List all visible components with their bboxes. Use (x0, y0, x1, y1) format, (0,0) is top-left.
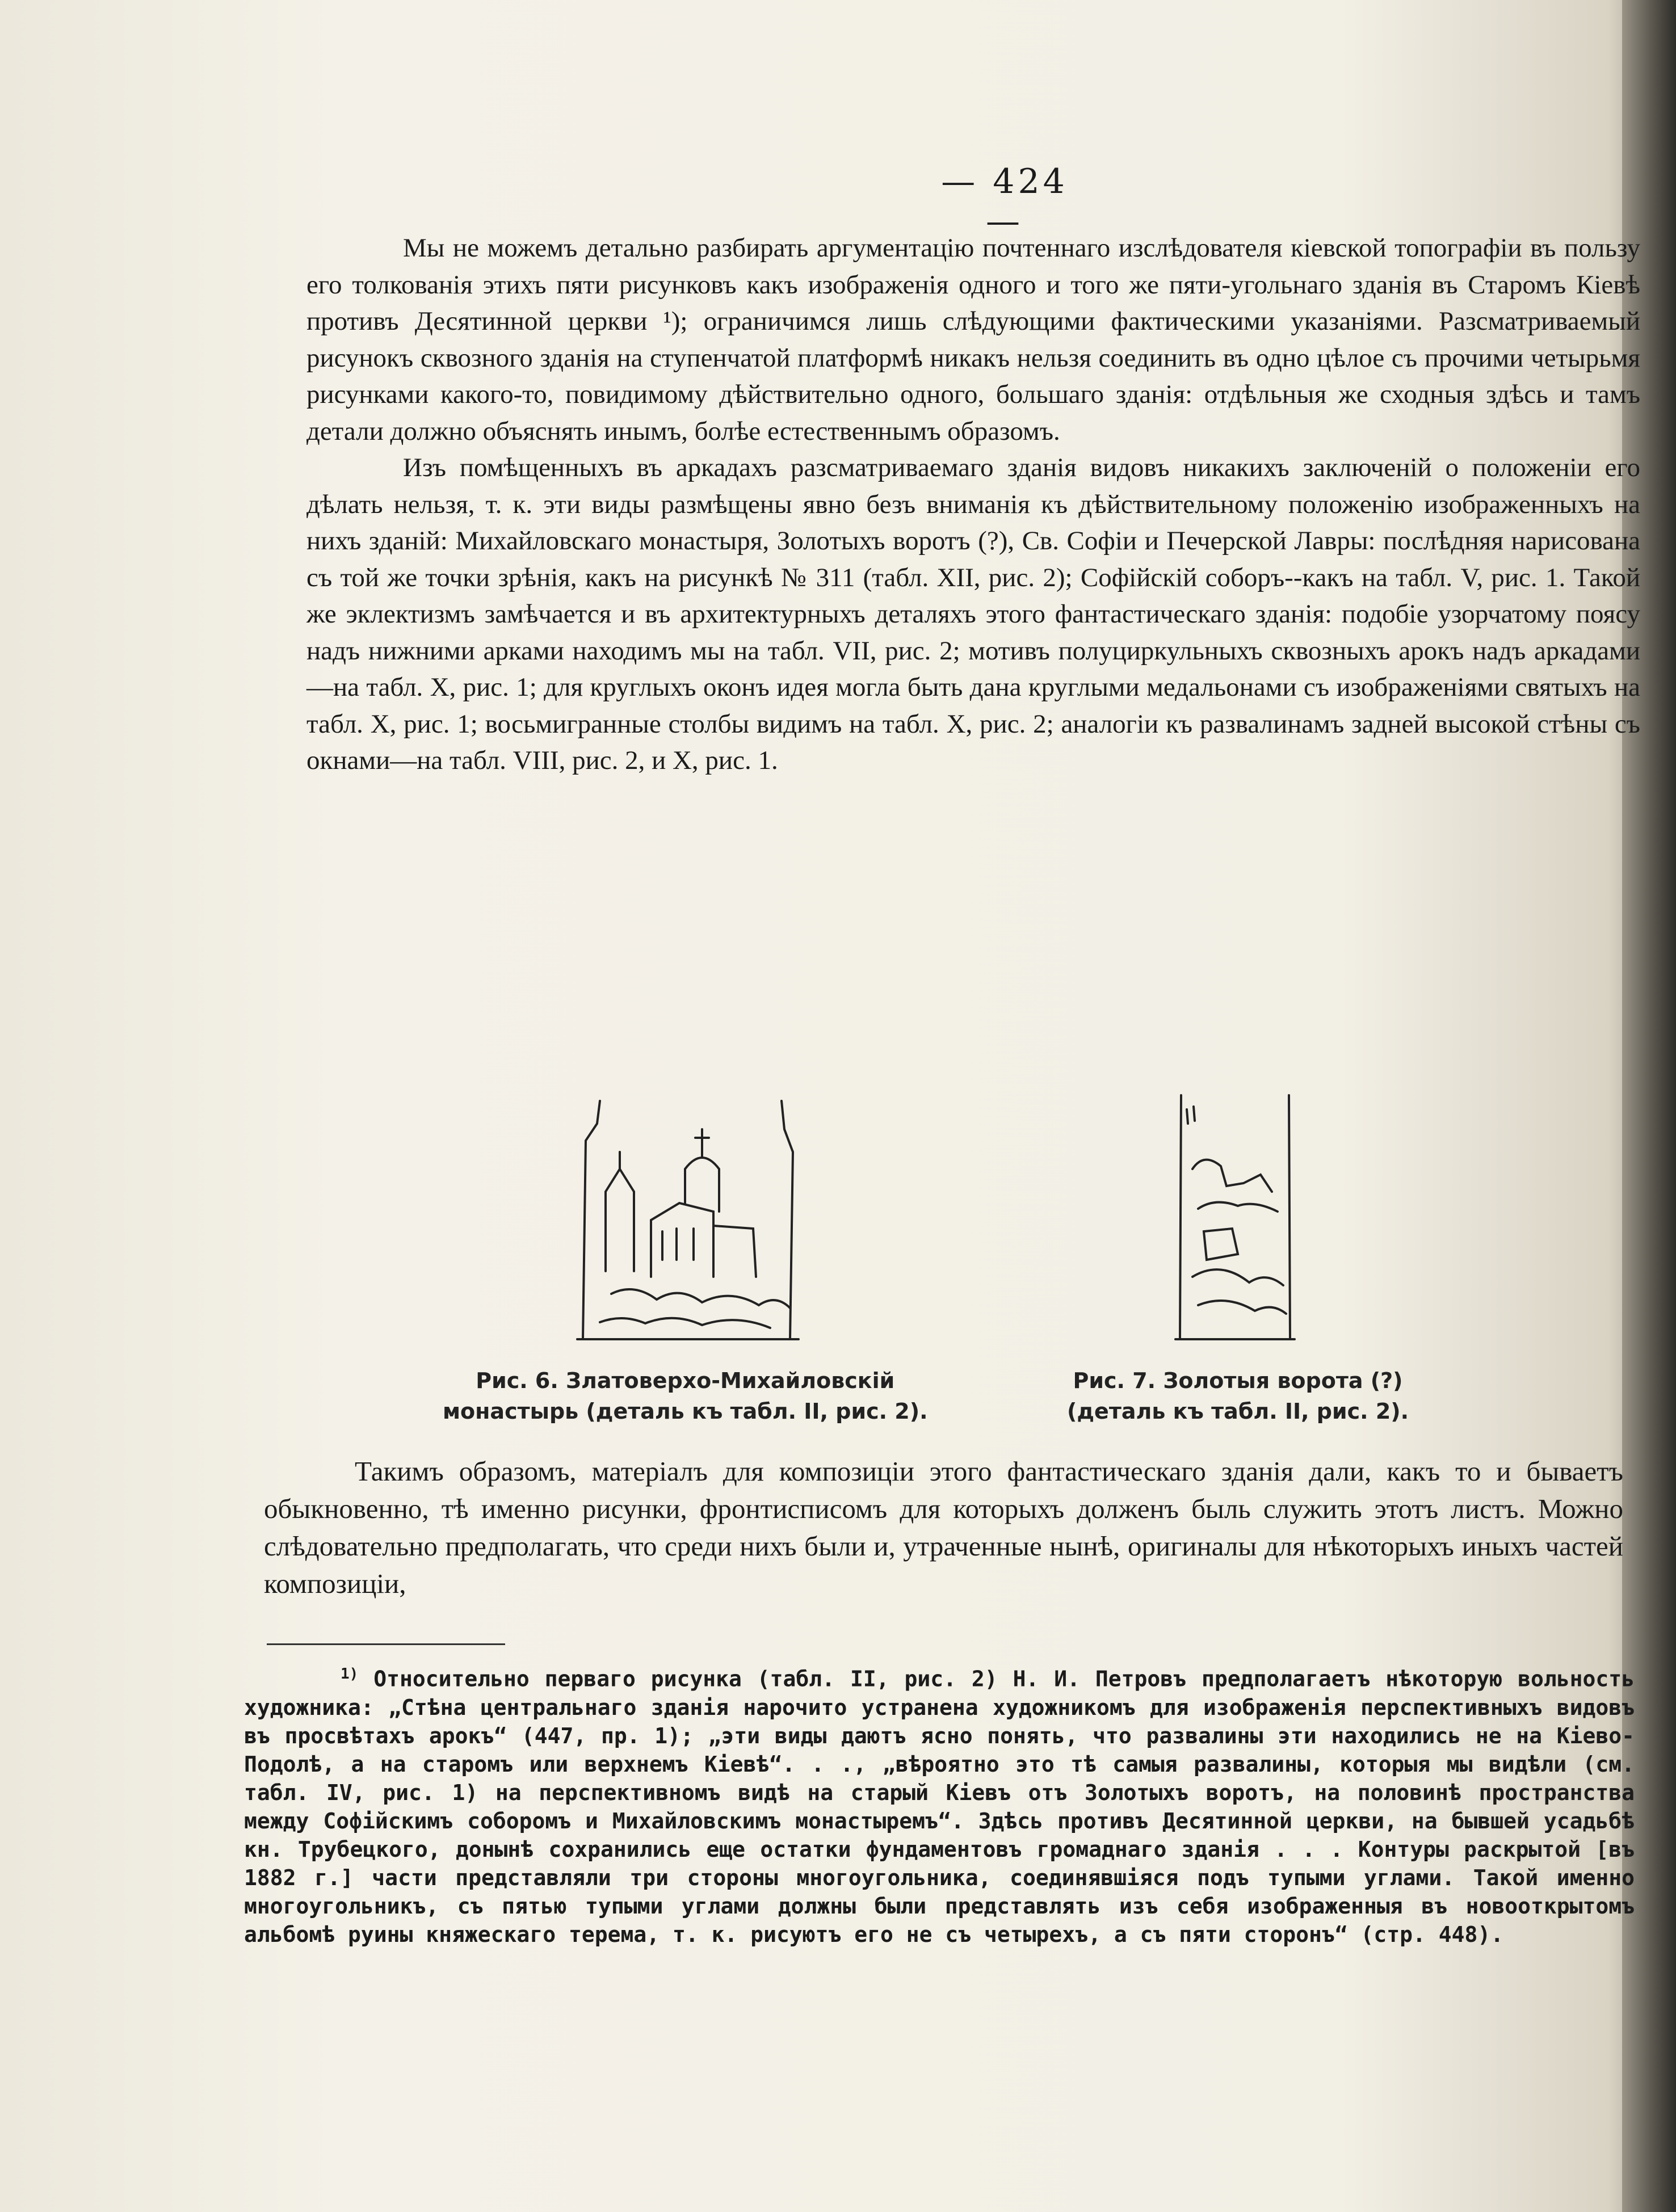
caption-line: (деталь къ табл. II, рис. 2). (1067, 1399, 1409, 1424)
main-text (306, 230, 1640, 779)
footnote-text: Относительно перваго рисунка (табл. II, рис. 2) Н. И. Петровъ предполагаетъ нѣкоторую вольность художника: „Стѣна центральнаго зданія нарочито устранена художникомъ для изображенія перспективныхъ видовъ въ просвѣтахъ арокъ“ (447, пр. 1); „эти виды даютъ ясно понять, что развалины эти находились не на Кіево-Подолѣ, а на старомъ или верхнемъ Кіевѣ“. . ., „вѣроятно это тѣ самыя развалины, которыя мы видѣли (см. табл. IV, рис. 1) на перспективномъ видѣ на старый Кіевъ отъ Золотыхъ воротъ, на половинѣ пространства между Софійскимъ соборомъ и Михайловскимъ монастыремъ“. Здѣсь противъ Десятинной церкви, на бывшей усадьбѣ кн. Трубецкого, донынѣ сохранились еще остатки фундаментовъ громаднаго зданія . . . Контуры раскрытой [въ 1882 г.] части представляли три стороны многоугольника, соединявшіяся подъ тупыми углами. Такой именно многоугольникъ, съ пятью тупыми углами должны были представлять изъ себя изображенныя въ новооткрытомъ альбомѣ руины княжескаго терема, т. к. рисуютъ его не съ четырехъ, а съ пяти сторонъ“ (стр. 448). (244, 1666, 1635, 1947)
footnote-divider (267, 1643, 505, 1645)
caption-line: Рис. 6. Златоверхо-Михайловскій (476, 1368, 895, 1393)
footnote-paragraph (244, 1660, 1635, 1949)
monastery-sketch (566, 1090, 804, 1351)
paragraph: Изъ помѣщенныхъ въ аркадахъ разсматриваемаго зданія видовъ никакихъ заключеній о положеніи его дѣлать нельзя, т. к. эти виды размѣщены явно безъ вниманія къ дѣйствительному положенію изображенныхъ на нихъ зданій: Михайловскаго монастыря, Золотыхъ воротъ (?), Св. Софіи и Печерской Лавры: послѣдняя нарисована съ той же точки зрѣнія, какъ на рисункѣ № 311 (табл. XII, рис. 2); Софійскій соборъ--какъ на табл. V, рис. 1. Такой же эклектизмъ замѣчается и въ архитектурныхъ деталяхъ этого фантастическаго зданія: подобіе узорчатому поясу надъ нижними арками находимъ мы на табл. VII, рис. 2; мотивъ полуциркульныхъ сквозныхъ арокъ надъ аркадами—на табл. X, рис. 1; для круглыхъ оконъ идея могла быть дана круглыми медальонами съ изображеніями святыхъ на табл. X, рис. 1; восьмигранные столбы видимъ на табл. X, рис. 2; аналогіи къ развалинамъ задней высокой стѣны съ окнами—на табл. VIII, рис. 2, и X, рис. 1. (306, 453, 1640, 775)
figure-6 (443, 1090, 928, 1427)
figures-row (397, 1090, 1532, 1430)
page-number: — 424 — (941, 162, 1068, 241)
paragraph: Такимъ образомъ, матеріалъ для композиціи этого фантастическаго зданія дали, какъ то и бываетъ обыкновенно, тѣ именно рисунки, фронтисписомъ для которыхъ долженъ быль служить этотъ листъ. Можно слѣдовательно предполагать, что среди нихъ были и, утраченные нынѣ, оригиналы для нѣкоторыхъ иныхъ частей композиціи, (264, 1456, 1623, 1599)
figure-7-caption (1067, 1365, 1409, 1427)
footnote-mark: 1) (341, 1666, 359, 1683)
golden-gate-sketch (1153, 1090, 1323, 1351)
caption-line: монастырь (деталь къ табл. II, рис. 2). (443, 1399, 928, 1424)
paragraph: Мы не можемъ детально разбирать аргументацію почтеннаго изслѣдователя кіевской топографіи въ пользу его толкованія этихъ пяти рисунковъ какъ изображенія одного и того же пяти-угольнаго зданія въ Старомъ Кіевѣ противъ Десятинной церкви ¹); ограничимся лишь слѣдующими фактическими указаніями. Разсматриваемый рисунокъ сквозного зданія на ступенчатой платформѣ никакъ нельзя соединить въ одно цѣлое съ прочими четырьмя рисунками какого-то, повидимому дѣйствительно одного, большаго зданія: отдѣльныя же сходныя здѣсь и тамъ детали должно объяснять инымъ, болѣе естественнымъ образомъ. (306, 233, 1640, 446)
caption-line: Рис. 7. Золотыя ворота (?) (1073, 1368, 1403, 1393)
footnote (244, 1660, 1635, 1949)
figure-7 (1067, 1090, 1409, 1427)
figure-6-caption (443, 1365, 928, 1427)
continuation-text (264, 1453, 1623, 1603)
